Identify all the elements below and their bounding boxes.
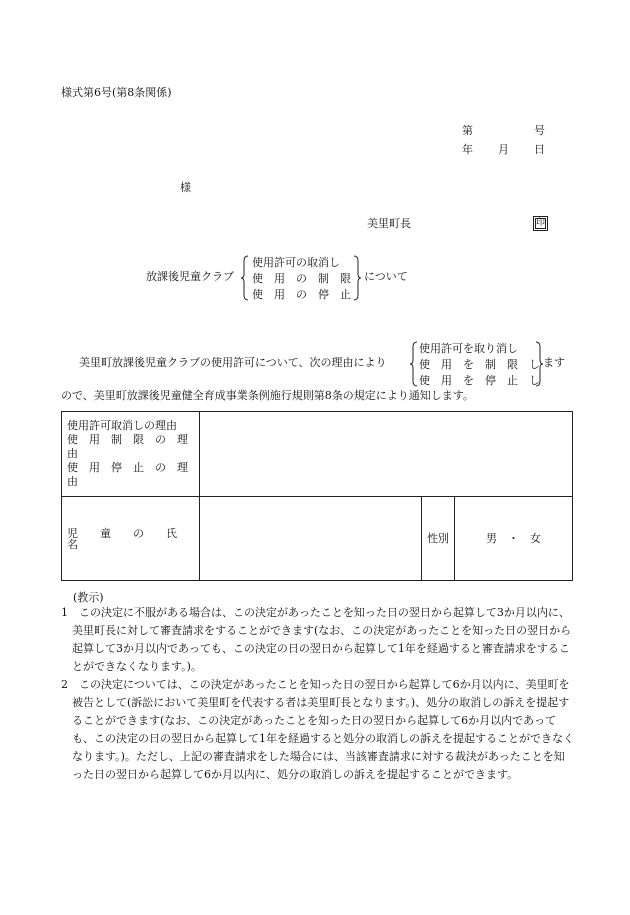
notice-items <box>61 604 574 784</box>
subject-brace-group <box>241 255 366 301</box>
left-brace-icon <box>410 341 418 387</box>
form-id: 様式第6号(第8条関係) <box>61 86 172 99</box>
gender-label: 性別 <box>422 497 455 581</box>
info-table <box>61 411 573 581</box>
body-line2: ので、美里町放課後児童健全育成事業条例施行規則第8条の規定により通知します。 <box>61 389 474 402</box>
right-brace-icon <box>535 341 543 387</box>
body-prefix: 美里町放課後児童クラブの使用許可について、次の理由により <box>79 356 387 369</box>
recipient-suffix: 様 <box>180 181 191 194</box>
reason-label-cell <box>62 412 200 497</box>
subject-prefix: 放課後児童クラブ <box>146 270 234 283</box>
child-name-value-cell[interactable] <box>200 497 422 581</box>
notice-title: (教示) <box>73 591 104 604</box>
reason-row <box>62 412 573 497</box>
subject-option: 使 用 の 停 止 <box>252 288 351 301</box>
notice-item: 2 この決定については、この決定があったことを知った日の翌日から起算して6か月以内に、美里町を被告として(訴訟において美里町を代表する者は美里町長となります。)、処分の取消しの訴えを提起することができます(なお、この決定があったことを知った日の翌日から起算して6か月以内であっても、この決定の日の翌日から起算して1年を経過すると処分の取消しの訴えを提起することができなくなります。)。ただし、上記の審査請求をした場合には、当該審査請求に対する裁決があったことを知った日の翌日から起算して6か月以内に、処分の取消しの訴えを提起することができます。 <box>61 678 574 781</box>
date-day: 日 <box>534 143 545 156</box>
subject-suffix: について <box>364 270 408 283</box>
notice-item: 1 この決定に不服がある場合は、この決定があったことを知った日の翌日から起算して3か月以内に、美里町長に対して審査請求をすることができます(なお、この決定があったことを知った日の翌日から起算して3か月以内であっても、この決定の日の翌日から起算して1年を経過すると審査請求をすることができなくなります。)。 <box>61 606 572 673</box>
body-option: 使 用 を 停 止 し <box>419 374 540 387</box>
doc-number-suffix: 号 <box>534 124 545 137</box>
reason-label: 使 用 制 限 の 理 由 <box>67 433 199 460</box>
right-brace-icon <box>353 255 361 301</box>
date-month: 月 <box>498 143 509 156</box>
subject-option: 使 用 の 制 限 <box>252 272 351 285</box>
date-year: 年 <box>462 143 473 156</box>
doc-number-prefix: 第 <box>462 124 473 137</box>
child-row <box>62 497 573 581</box>
body-suffix: ます <box>543 356 565 369</box>
sender: 美里町長 <box>367 217 411 230</box>
seal-mark: 印 <box>533 216 548 231</box>
left-brace-icon <box>241 255 249 301</box>
reason-label: 使 用 停 止 の 理 由 <box>67 461 199 488</box>
subject-option: 使用許可の取消し <box>252 256 340 269</box>
gender-options[interactable]: 男 ・ 女 <box>455 497 573 581</box>
reason-label: 使用許可取消しの理由 <box>67 419 177 432</box>
body-option: 使用許可を取り消し <box>419 342 518 355</box>
reason-value-cell[interactable] <box>200 412 573 497</box>
child-name-label: 児 童 の 氏 名 <box>62 497 200 581</box>
body-brace-group <box>410 341 544 387</box>
body-option: 使 用 を 制 限 し <box>419 358 540 371</box>
